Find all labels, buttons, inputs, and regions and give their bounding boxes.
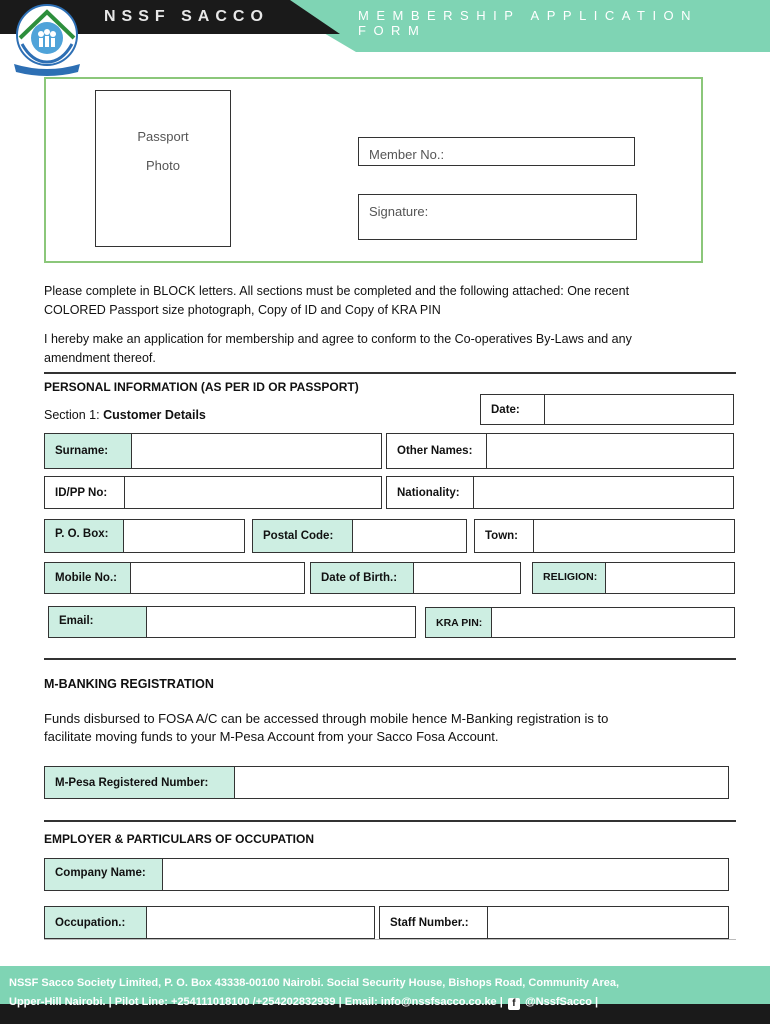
company-name-input[interactable]: [163, 859, 728, 890]
facebook-icon: f: [508, 998, 520, 1010]
footer-social-handle: @NssfSacco |: [524, 996, 599, 1008]
company-name-label: Company Name:: [45, 859, 163, 890]
divider: [44, 939, 736, 940]
po-box-input[interactable]: [124, 520, 244, 552]
personal-info-heading: PERSONAL INFORMATION (AS PER ID OR PASSPORT): [44, 380, 359, 394]
mobile-input[interactable]: [131, 563, 304, 593]
dob-label: Date of Birth.:: [311, 563, 414, 593]
staff-number-input[interactable]: [488, 907, 728, 938]
mpesa-number-label: M-Pesa Registered Number:: [45, 767, 235, 798]
date-input[interactable]: [545, 395, 733, 424]
email-label: Email:: [49, 607, 147, 637]
kra-pin-label: KRA PIN:: [426, 608, 492, 637]
dob-input[interactable]: [414, 563, 520, 593]
instructions-paragraph: [44, 282, 724, 320]
po-box-label: P. O. Box:: [45, 520, 124, 552]
mbanking-description: [44, 710, 724, 746]
section-title: [44, 408, 206, 422]
email-field[interactable]: [48, 606, 416, 638]
religion-field[interactable]: [532, 562, 735, 594]
kra-pin-input[interactable]: [492, 608, 734, 637]
po-box-field[interactable]: [44, 519, 245, 553]
mbanking-desc-line-2: facilitate moving funds to your M-Pesa Account from your Sacco Fosa Account.: [44, 729, 499, 744]
other-names-field[interactable]: [386, 433, 734, 469]
divider: [44, 820, 736, 822]
id-pp-label: ID/PP No:: [45, 477, 125, 508]
passport-photo-label-2: Photo: [146, 158, 180, 173]
passport-photo-box[interactable]: [95, 90, 231, 247]
footer-contacts: Upper-Hill Nairobi. | Pilot Line: +254111018100 /+254202832939 | Email: info@nssfsacco.co.ke |: [9, 996, 503, 1008]
occupation-label: Occupation.:: [45, 907, 147, 938]
postal-code-label: Postal Code:: [253, 520, 353, 552]
mpesa-number-input[interactable]: [235, 767, 728, 798]
staff-number-label: Staff Number.:: [380, 907, 488, 938]
date-label: Date:: [481, 395, 545, 424]
member-no-label: Member No.:: [369, 147, 445, 162]
company-name-field[interactable]: [44, 858, 729, 891]
declaration-line-1: I hereby make an application for membership and agree to conform to the Co-operatives By-Laws and any: [44, 332, 632, 346]
mobile-field[interactable]: [44, 562, 305, 594]
surname-label: Surname:: [45, 434, 132, 468]
religion-input[interactable]: [606, 563, 734, 593]
mbanking-heading: M-BANKING REGISTRATION: [44, 677, 214, 691]
dob-field[interactable]: [310, 562, 521, 594]
nationality-input[interactable]: [474, 477, 733, 508]
divider: [44, 658, 736, 660]
employer-heading: EMPLOYER & PARTICULARS OF OCCUPATION: [44, 832, 314, 846]
occupation-input[interactable]: [147, 907, 374, 938]
id-pp-field[interactable]: [44, 476, 382, 509]
surname-input[interactable]: [132, 434, 381, 468]
mpesa-number-field[interactable]: [44, 766, 729, 799]
town-field[interactable]: [474, 519, 735, 553]
occupation-field[interactable]: [44, 906, 375, 939]
section-name: Customer Details: [103, 408, 206, 422]
divider: [44, 372, 736, 374]
email-input[interactable]: [147, 607, 415, 637]
footer-address-line: NSSF Sacco Society Limited, P. O. Box 43338-00100 Nairobi. Social Security House, Bishops Road, Community Area,: [9, 977, 620, 989]
town-label: Town:: [475, 520, 534, 552]
footer-contact-line: [9, 996, 598, 1010]
id-pp-input[interactable]: [125, 477, 381, 508]
declaration-line-2: amendment thereof.: [44, 351, 156, 365]
other-names-input[interactable]: [487, 434, 733, 468]
member-no-field[interactable]: [358, 137, 635, 166]
mbanking-desc-line-1: Funds disbursed to FOSA A/C can be accessed through mobile hence M-Banking registration is to: [44, 711, 609, 726]
declaration-paragraph: [44, 330, 724, 368]
kra-pin-field[interactable]: [425, 607, 735, 638]
town-input[interactable]: [534, 520, 734, 552]
org-title: NSSF SACCO: [104, 8, 269, 25]
signature-label: Signature:: [369, 204, 429, 219]
religion-label: RELIGION:: [533, 563, 606, 593]
postal-code-field[interactable]: [252, 519, 467, 553]
nssf-sacco-logo-icon: [8, 2, 86, 76]
nationality-label: Nationality:: [387, 477, 474, 508]
section-prefix: Section 1:: [44, 408, 104, 422]
nationality-field[interactable]: [386, 476, 734, 509]
date-field[interactable]: [480, 394, 734, 425]
instructions-line-2: COLORED Passport size photograph, Copy of ID and Copy of KRA PIN: [44, 303, 441, 317]
mobile-label: Mobile No.:: [45, 563, 131, 593]
postal-code-input[interactable]: [353, 520, 466, 552]
other-names-label: Other Names:: [387, 434, 487, 468]
form-title: MEMBERSHIP APPLICATION FORM: [358, 8, 699, 38]
passport-photo-label-1: Passport: [137, 129, 189, 144]
instructions-line-1: Please complete in BLOCK letters. All sections must be completed and the following attached: One recent: [44, 284, 630, 298]
signature-field[interactable]: [358, 194, 637, 240]
staff-number-field[interactable]: [379, 906, 729, 939]
surname-field[interactable]: [44, 433, 382, 469]
